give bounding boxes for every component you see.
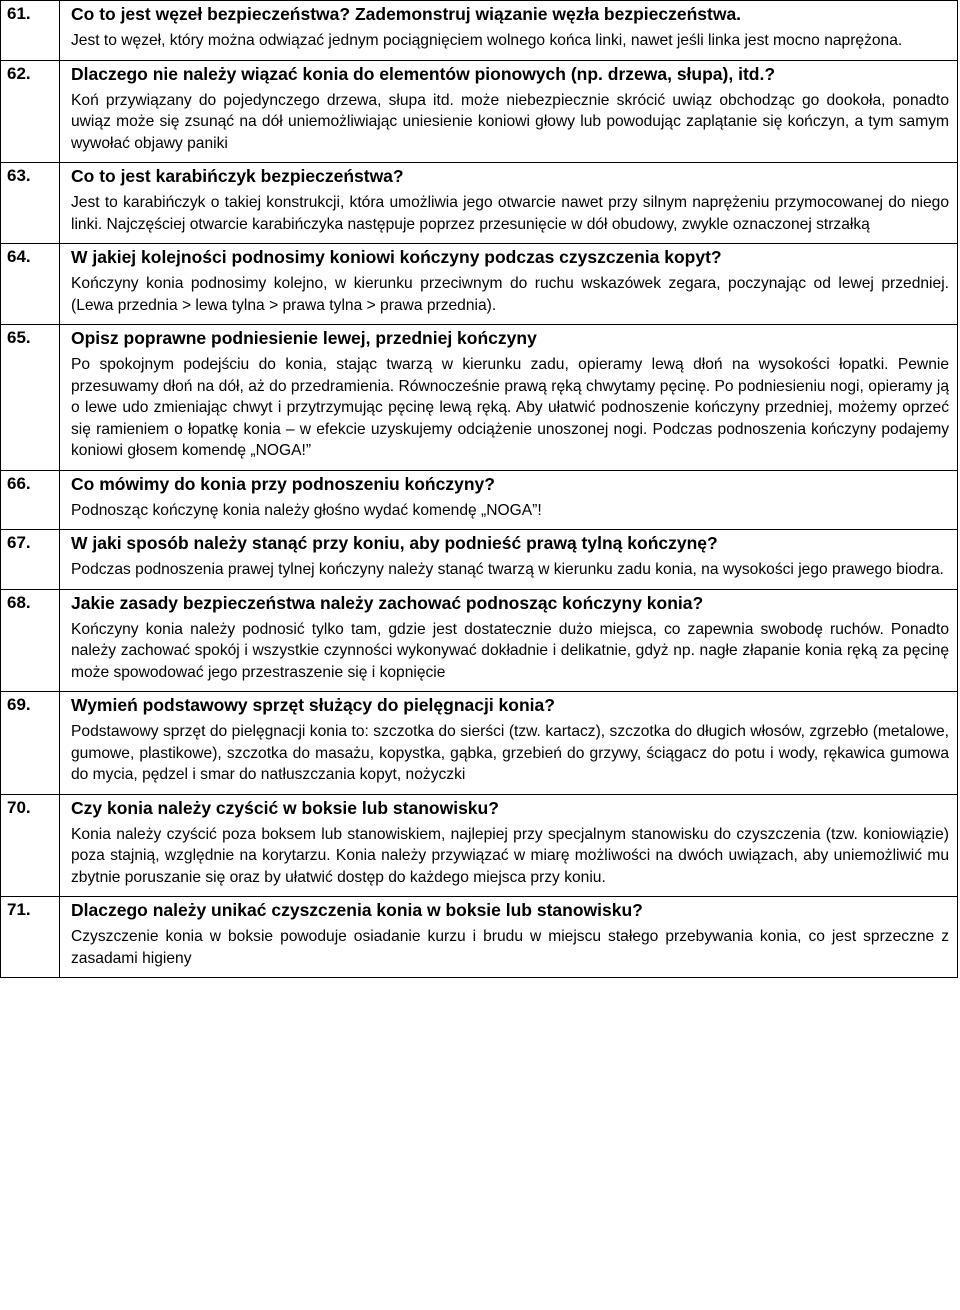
answer-text: Kończyny konia podnosimy kolejno, w kierunku przeciwnym do ruchu wskazówek zegara, poczynając od lewej przedniej. (Lewa przednia > lewa tylna > prawa tylna > prawa przednia). xyxy=(71,275,949,314)
question-number: 64. xyxy=(1,244,60,325)
question-text: Czy konia należy czyścić w boksie lub stanowisku? xyxy=(71,797,499,818)
qa-row-65 xyxy=(1,325,958,471)
question-text: Dlaczego nie należy wiązać konia do elementów pionowych (np. drzewa, słupa), itd.? xyxy=(71,63,776,84)
question-text: W jakiej kolejności podnosimy koniowi kończyny podczas czyszczenia kopyt? xyxy=(71,247,722,267)
question-number: 70. xyxy=(1,794,60,897)
answer-text: Czyszczenie konia w boksie powoduje osiadanie kurzu i brudu w miejscu stałego przebywania konia, co jest sprzeczne z zasadami higieny xyxy=(71,928,949,967)
question-text: Wymień podstawowy sprzęt służący do pielęgnacji konia? xyxy=(71,695,555,715)
answer-text: Konia należy czyścić poza boksem lub stanowiskiem, najlepiej przy specjalnym stanowisku do czyszczenia (tzw. koniowiązie) poza stajnią, względnie na korytarzu. Konia należy przywiązać w miarę możliwości na dwóch uwiązach, aby uniemożliwić mu zbytnie poruszanie się oraz by ułatwić dostęp do każdego miejsca przy koniu. xyxy=(71,825,949,886)
answer-text: Kończyny konia należy podnosić tylko tam, gdzie jest dostatecznie dużo miejsca, co zapewnia swobodę ruchów. Ponadto należy zachować spokój i wszystkie czynności wykonywać dokładnie i delikatnie, gdyż np. nagłe złapanie konia ręką za pęcinę może spowodować jego przestraszenie się i kopnięcie xyxy=(71,620,949,681)
qa-table-body xyxy=(1,1,958,978)
qa-content xyxy=(60,244,958,325)
qa-content xyxy=(60,163,958,244)
answer-text: Koń przywiązany do pojedynczego drzewa, słupa itd. może niebezpiecznie skrócić uwiąz obchodząc go dookoła, ponadto uwiąz może się zsunąć na dół uniemożliwiając uniesienie koniowi głowy lub powodując zaplątanie się kończyn, a tym samym wywołać objawy paniki xyxy=(71,91,949,152)
qa-content xyxy=(60,530,958,590)
qa-row-70 xyxy=(1,794,958,897)
qa-content xyxy=(60,897,958,978)
qa-content xyxy=(60,589,958,692)
question-text: Co to jest węzeł bezpieczeństwa? Zademonstruj wiązanie węzła bezpieczeństwa. xyxy=(71,4,742,24)
answer-text: Jest to karabińczyk o takiej konstrukcji, która umożliwia jego otwarcie nawet przy silnym naprężeniu przymocowanej do niego linki. Najczęściej otwarcie karabińczyka następuje poprzez przesunięcie w dół obudowy, zwykle oznaczonej strzałką xyxy=(71,194,949,233)
qa-content xyxy=(60,794,958,897)
question-text: Opisz poprawne podniesienie lewej, przedniej kończyny xyxy=(71,328,537,348)
question-text: Co mówimy do konia przy podnoszeniu kończyny? xyxy=(71,473,495,494)
question-number: 62. xyxy=(1,60,60,163)
question-number: 71. xyxy=(1,897,60,978)
answer-text: Podnosząc kończynę konia należy głośno wydać komendę „NOGA”! xyxy=(71,501,542,519)
answer-text: Podczas podnoszenia prawej tylnej kończyny należy stanąć twarzą w kierunku zadu konia, na wysokości jego prawego biodra. xyxy=(71,561,944,578)
qa-row-61 xyxy=(1,1,958,61)
question-text: W jaki sposób należy stanąć przy koniu, aby podnieść prawą tylną kończynę? xyxy=(71,533,718,553)
question-number: 63. xyxy=(1,163,60,244)
qa-content xyxy=(60,325,958,471)
qa-row-69 xyxy=(1,692,958,795)
answer-text: Po spokojnym podejściu do konia, stając twarzą w kierunku zadu, opieramy lewą dłoń na wysokości łopatki. Pewnie przesuwamy dłoń na dół, aż do przedramienia. Równocześnie prawą ręką chwytamy pęcinę. Po podniesieniu nogi, opieramy ją o lewe udo zmieniając chwyt i przytrzymując pęcinę lewą ręką. Aby ułatwić podnoszenie kończyny przedniej, możemy oprzeć się ramieniem o łopatkę konia – w efekcie uzyskujemy odciążenie unoszonej nogi. Podczas podnoszenia kończyny podajemy koniowi głosem komendę „NOGA!” xyxy=(71,356,949,459)
qa-row-71 xyxy=(1,897,958,978)
question-number: 67. xyxy=(1,530,60,590)
question-number: 66. xyxy=(1,470,60,530)
answer-text: Jest to węzeł, który można odwiązać jednym pociągnięciem wolnego końca linki, nawet jeśli linka jest mocno naprężona. xyxy=(71,32,903,49)
question-text: Jakie zasady bezpieczeństwa należy zachować podnosząc kończyny konia? xyxy=(71,592,704,613)
question-number: 61. xyxy=(1,1,60,61)
qa-content xyxy=(60,470,958,530)
answer-text: Podstawowy sprzęt do pielęgnacji konia to: szczotka do sierści (tzw. kartacz), szczotka do długich włosów, zgrzebło (metalowe, gumowe, plastikowe), szczotka do masażu, kopystka, gąbka, grzebień do grzywy, ściągacz do potu i wody, rękawica gumowa do mycia, pędzel i smar do natłuszczania kopyt, nożyczki xyxy=(71,723,949,783)
qa-content xyxy=(60,1,958,61)
qa-row-67 xyxy=(1,530,958,590)
question-number: 65. xyxy=(1,325,60,471)
qa-content xyxy=(60,60,958,163)
qa-content xyxy=(60,692,958,795)
question-number: 68. xyxy=(1,589,60,692)
qa-row-63 xyxy=(1,163,958,244)
question-text: Dlaczego należy unikać czyszczenia konia w boksie lub stanowisku? xyxy=(71,900,643,920)
question-text: Co to jest karabińczyk bezpieczeństwa? xyxy=(71,166,404,186)
question-number: 69. xyxy=(1,692,60,795)
qa-row-64 xyxy=(1,244,958,325)
qa-row-66 xyxy=(1,470,958,530)
qa-row-62 xyxy=(1,60,958,163)
qa-row-68 xyxy=(1,589,958,692)
